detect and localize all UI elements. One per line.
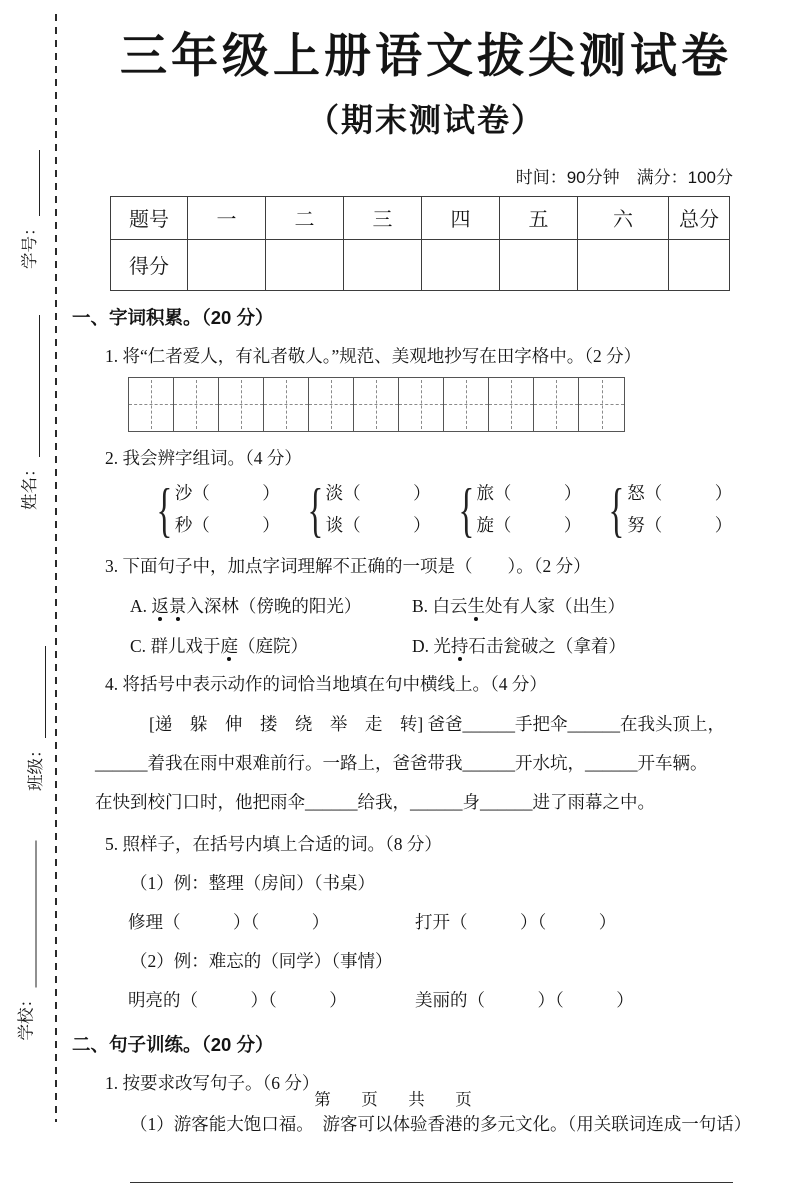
pair-top: 淡（ ） (325, 483, 431, 504)
score-cell[interactable] (188, 239, 266, 290)
word-pair-dan-tan (301, 476, 431, 543)
option-label: B. (412, 595, 433, 616)
student-name-blank-line[interactable] (24, 316, 40, 458)
question-5-text: 5. 照样子，在括号内填上合适的词。（8 分） (105, 833, 442, 854)
question-4-line1: [递 躲 伸 搂 绕 举 走 转] 爸爸______手把伞______在我头顶上， (149, 713, 726, 734)
pair-top: 沙（ ） (174, 483, 280, 504)
score-table-corner: 题号 (111, 196, 188, 239)
student-id-field (18, 147, 40, 269)
student-class-blank-line[interactable] (30, 647, 46, 739)
student-id-label: 学号： (20, 219, 39, 269)
brace-icon: { (307, 476, 324, 543)
grid-cell[interactable] (309, 378, 354, 431)
word-pairs-row (72, 476, 780, 543)
student-school-blank-line[interactable] (21, 841, 37, 988)
grid-cell[interactable] (489, 378, 534, 431)
grid-cell[interactable] (354, 378, 399, 431)
cut-dashed-line (55, 14, 57, 1122)
section2-question-1-sub1: （1）游客能大饱口福。 游客可以体验香港的多元文化。（用关联词连成一句话） (130, 1113, 752, 1134)
score-col-header: 六 (578, 196, 669, 239)
pair-bottom: 旋（ ） (476, 514, 582, 535)
page-title: 三年级上册语文拔尖测试卷 (120, 29, 732, 82)
score-col-header: 一 (188, 196, 266, 239)
score-col-header: 三 (344, 196, 422, 239)
word-pair-lv-xuan (452, 476, 582, 543)
option-c: C. 群儿戏于庭（庭院） (130, 635, 308, 656)
section2-question-1-text: 1. 按要求改写句子。（6 分） (105, 1072, 320, 1093)
score-col-header: 四 (422, 196, 500, 239)
page-subtitle: （期末测试卷） (306, 101, 545, 138)
score-cell[interactable] (669, 239, 730, 290)
question-2-text: 2. 我会辨字组词。（4 分） (105, 447, 302, 468)
student-class-label: 班级： (26, 741, 45, 791)
grid-cell[interactable] (219, 378, 264, 431)
grid-cell[interactable] (174, 378, 219, 431)
option-a: A. 返景入深林（傍晚的阳光） (130, 595, 362, 616)
option-label: D. (412, 635, 434, 656)
score-table (110, 196, 730, 291)
brace-icon: { (156, 476, 173, 543)
grid-cell[interactable] (534, 378, 579, 431)
student-name-label: 姓名： (20, 460, 39, 510)
question-4-line3: 在快到校门口时，他把雨伞______给我，______身______进了雨幕之中。 (95, 791, 655, 812)
score-cell[interactable] (344, 239, 422, 290)
student-school-label: 学校： (16, 991, 36, 1041)
fill-mingliang: 明亮的（ ）（ ） (128, 989, 347, 1010)
section2-heading: 二、句子训练。（20 分） (72, 1033, 274, 1055)
brace-icon: { (608, 476, 625, 543)
word-pair-sha-miao (150, 476, 280, 543)
score-table-row-headers (111, 196, 730, 239)
fill-xiuli: 修理（ ）（ ） (128, 911, 330, 932)
student-class-field (24, 641, 46, 791)
score-col-header: 总分 (669, 196, 730, 239)
copy-grid (128, 377, 625, 432)
score-col-header: 五 (500, 196, 578, 239)
question-5-fill-row1 (72, 909, 780, 934)
pair-bottom: 谈（ ） (325, 514, 431, 535)
grid-cell[interactable] (579, 378, 624, 431)
word-pair-nu-nu (602, 476, 733, 543)
brace-icon: { (458, 476, 474, 543)
grid-cell[interactable] (129, 378, 174, 431)
answer-line[interactable] (130, 1181, 733, 1183)
options-row-ab (72, 593, 780, 618)
question-4-text: 4. 将括号中表示动作的词恰当地填在句中横线上。（4 分） (105, 673, 547, 694)
score-table-row-scores (111, 239, 730, 290)
grid-cell[interactable] (444, 378, 489, 431)
pair-bottom: 秒（ ） (174, 514, 280, 535)
option-d: D. 光持石击瓮破之（拿着） (412, 635, 626, 656)
question-5-example2: （2）例：难忘的（同学）（事情） (130, 950, 393, 971)
score-cell[interactable] (578, 239, 669, 290)
score-cell[interactable] (266, 239, 344, 290)
question-3-text: 3. 下面句子中，加点字词理解不正确的一项是（ ）。（2 分） (105, 555, 591, 576)
pair-top: 旅（ ） (476, 483, 582, 504)
score-cell[interactable] (500, 239, 578, 290)
test-paper (72, 0, 780, 1183)
student-id-blank-line[interactable] (24, 151, 40, 217)
question-5-example1: （1）例：整理（房间）（书桌） (130, 872, 375, 893)
section1-heading: 一、字词积累。（20 分） (72, 306, 274, 328)
student-name-field (18, 310, 40, 510)
question-1-text: 1. 将“仁者爱人，有礼者敬人。”规范、美观地抄写在田字格中。（2 分） (105, 345, 642, 366)
grid-cell[interactable] (399, 378, 444, 431)
time-score-info: 时间：90分钟 满分：100分 (515, 167, 733, 187)
page-footer: 第 页 共 页 (314, 1091, 479, 1109)
options-row-cd (72, 633, 780, 658)
pair-top: 怒（ ） (627, 483, 733, 504)
option-label: A. (130, 595, 152, 616)
score-col-header: 二 (266, 196, 344, 239)
fill-meili: 美丽的（ ）（ ） (415, 989, 634, 1010)
pair-bottom: 努（ ） (627, 514, 733, 535)
option-label: C. (130, 635, 151, 656)
fill-dakai: 打开（ ）（ ） (415, 911, 617, 932)
question-4-line2: ______着我在雨中艰难前行。一路上，爸爸带我______开水坑，______开车辆。 (95, 752, 708, 773)
student-school-field (15, 836, 37, 1041)
question-5-fill-row2 (72, 987, 780, 1012)
grid-cell[interactable] (264, 378, 309, 431)
score-row-label: 得分 (111, 239, 188, 290)
option-b: B. 白云生处有人家（出生） (412, 595, 625, 616)
score-cell[interactable] (422, 239, 500, 290)
